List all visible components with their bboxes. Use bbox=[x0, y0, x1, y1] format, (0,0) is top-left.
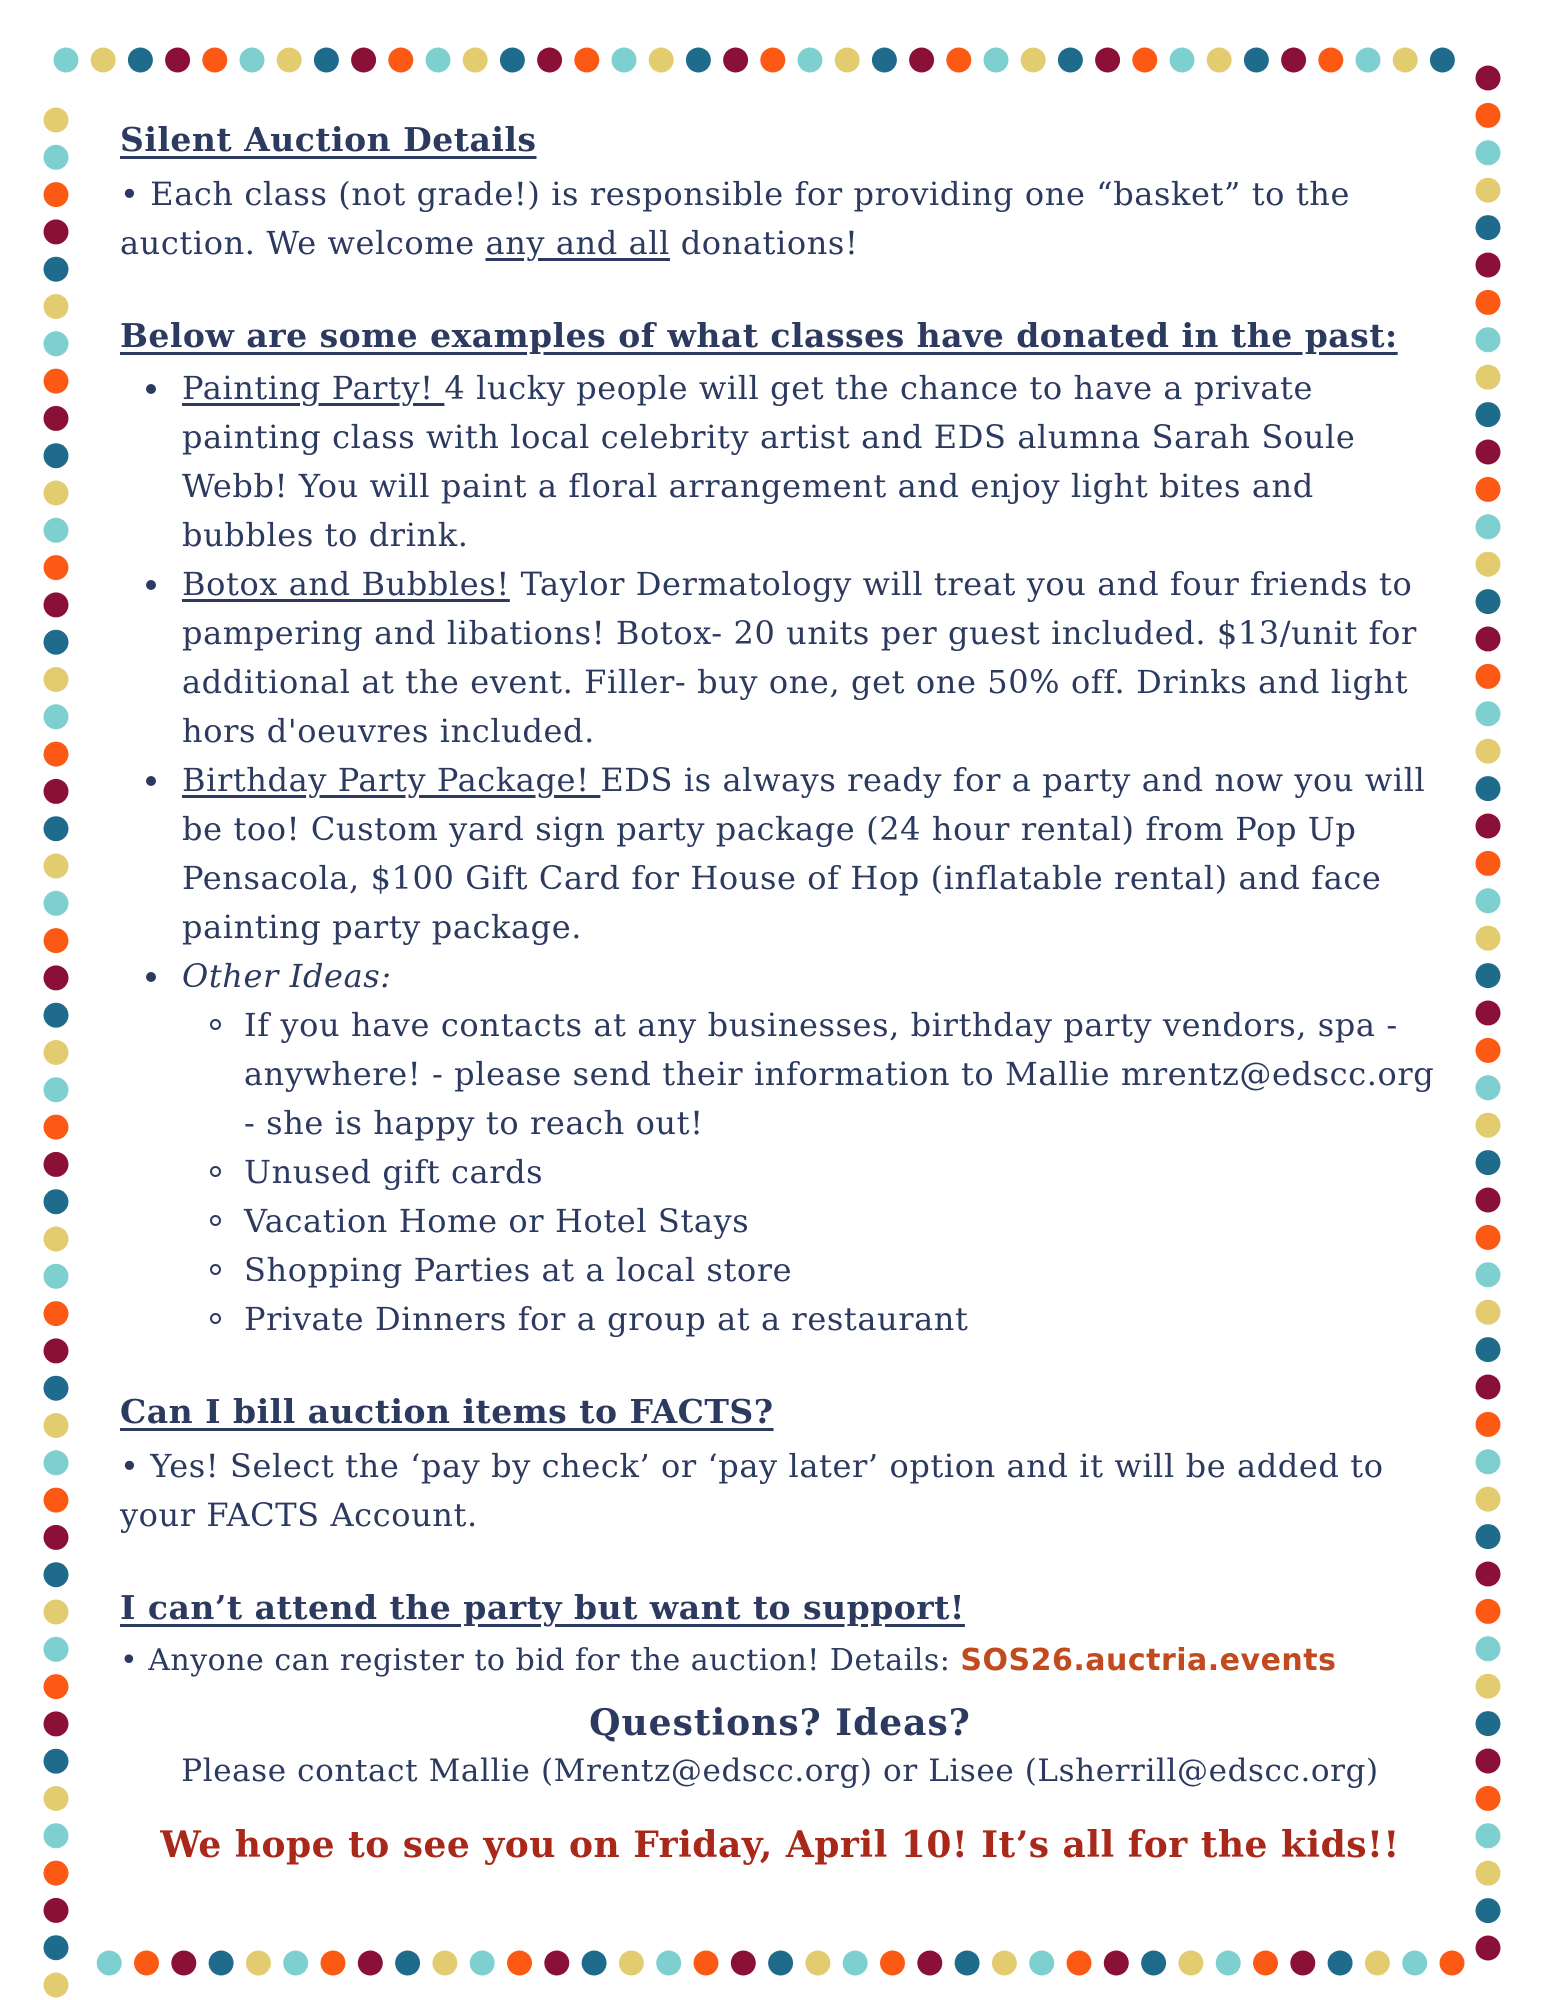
support-body-text: • Anyone can register to bid for the auction! Details: bbox=[120, 1643, 961, 1678]
border-dot bbox=[1476, 1337, 1501, 1362]
facts-body: • Yes! Select the ‘pay by check’ or ‘pay later’ option and it will be added to your FACTS Account. bbox=[120, 1447, 1384, 1534]
border-dot bbox=[909, 48, 934, 73]
other-ideas-label: Other Ideas: bbox=[182, 957, 392, 995]
border-dot bbox=[1021, 48, 1046, 73]
questions-heading: Questions? Ideas? bbox=[589, 1702, 971, 1744]
border-dot bbox=[44, 816, 69, 841]
border-dot bbox=[582, 1951, 607, 1976]
border-dot bbox=[432, 1951, 457, 1976]
border-dot bbox=[44, 1600, 69, 1625]
border-dot bbox=[321, 1951, 346, 1976]
silent-auction-body-prefix: • Each class (not grade!) is responsible for providing one “basket” to the auction. We welcome bbox=[120, 175, 1351, 262]
border-dot bbox=[44, 1786, 69, 1811]
border-dot bbox=[1476, 514, 1501, 539]
border-dot bbox=[946, 48, 971, 73]
border-dot bbox=[44, 257, 69, 282]
border-dot bbox=[1476, 253, 1501, 278]
list-item bbox=[120, 560, 1440, 756]
border-dot bbox=[44, 1338, 69, 1363]
border-dot bbox=[202, 48, 227, 73]
item-text: EDS is always ready for a party and now you will be too! Custom yard sign party package (24 hour rental) from Pop Up Pensacola, $100 Gift Card for House of Hop (inflatable rental) and face painting party package. bbox=[182, 761, 1426, 946]
border-dot bbox=[44, 891, 69, 916]
border-dot bbox=[44, 518, 69, 543]
border-dot bbox=[44, 667, 69, 692]
border-dot bbox=[1476, 1936, 1501, 1961]
border-dot bbox=[768, 1951, 793, 1976]
border-dot bbox=[44, 928, 69, 953]
border-dot bbox=[44, 1935, 69, 1960]
border-dot bbox=[165, 48, 190, 73]
border-dot bbox=[1476, 888, 1501, 913]
flyer-content bbox=[120, 118, 1440, 1870]
border-dot bbox=[358, 1951, 383, 1976]
examples-list bbox=[120, 364, 1440, 1344]
border-dot bbox=[44, 1115, 69, 1140]
border-dot bbox=[1476, 1562, 1501, 1587]
border-dot bbox=[395, 1951, 420, 1976]
border-dot bbox=[686, 48, 711, 73]
border-dot bbox=[544, 1951, 569, 1976]
border-dot bbox=[984, 48, 1009, 73]
border-dot bbox=[1067, 1951, 1092, 1976]
border-dot bbox=[44, 481, 69, 506]
border-dot bbox=[1476, 178, 1501, 203]
list-item bbox=[120, 756, 1440, 952]
border-dot bbox=[91, 48, 116, 73]
border-dot bbox=[649, 48, 674, 73]
border-dot bbox=[872, 48, 897, 73]
border-dot bbox=[1476, 1449, 1501, 1474]
list-item bbox=[120, 952, 1440, 1344]
auction-link[interactable]: SOS26.auctria.events bbox=[960, 1643, 1337, 1678]
border-dot bbox=[1476, 739, 1501, 764]
border-dot bbox=[463, 48, 488, 73]
silent-auction-body bbox=[120, 170, 1440, 268]
border-dot bbox=[44, 1973, 69, 1998]
support-heading: I can’t attend the party but want to support! bbox=[120, 1588, 965, 1627]
border-dot bbox=[1476, 1636, 1501, 1661]
border-dot bbox=[1476, 1225, 1501, 1250]
border-dot bbox=[1216, 1951, 1241, 1976]
sub-list-item: Vacation Home or Hotel Stays bbox=[244, 1197, 1440, 1246]
border-dot bbox=[1476, 627, 1501, 652]
border-dot bbox=[1476, 1749, 1501, 1774]
border-dot bbox=[1476, 589, 1501, 614]
border-dot bbox=[500, 48, 525, 73]
silent-auction-body-suffix: donations! bbox=[669, 224, 859, 262]
border-dot bbox=[1476, 851, 1501, 876]
border-dot bbox=[1141, 1951, 1166, 1976]
border-dot bbox=[44, 779, 69, 804]
border-dot bbox=[44, 1264, 69, 1289]
border-dot bbox=[1476, 1262, 1501, 1287]
border-dot bbox=[1281, 48, 1306, 73]
border-dot bbox=[1476, 1786, 1501, 1811]
border-dot bbox=[44, 1227, 69, 1252]
border-dot bbox=[44, 108, 69, 133]
border-dot bbox=[470, 1951, 495, 1976]
border-dot bbox=[1476, 440, 1501, 465]
border-dot bbox=[1476, 365, 1501, 390]
border-dot bbox=[1476, 552, 1501, 577]
border-dot bbox=[171, 1951, 196, 1976]
border-dot bbox=[1476, 814, 1501, 839]
border-dot bbox=[1476, 477, 1501, 502]
sub-list-item: Unused gift cards bbox=[244, 1148, 1440, 1197]
border-dot bbox=[44, 1301, 69, 1326]
border-dot bbox=[426, 48, 451, 73]
border-dot bbox=[44, 1376, 69, 1401]
border-dot bbox=[97, 1951, 122, 1976]
support-body bbox=[120, 1638, 1440, 1684]
silent-auction-heading: Silent Auction Details bbox=[120, 120, 537, 159]
border-dot bbox=[805, 1951, 830, 1976]
border-dot bbox=[798, 48, 823, 73]
border-dot bbox=[574, 48, 599, 73]
border-dot bbox=[1476, 290, 1501, 315]
border-dot bbox=[1476, 215, 1501, 240]
border-dot bbox=[44, 406, 69, 431]
border-dot bbox=[1476, 1412, 1501, 1437]
border-dot bbox=[612, 48, 637, 73]
border-dot bbox=[44, 1898, 69, 1923]
other-ideas-list bbox=[182, 1001, 1440, 1344]
border-dot bbox=[1476, 66, 1501, 91]
border-dot bbox=[1476, 140, 1501, 165]
sub-list-item: Shopping Parties at a local store bbox=[244, 1246, 1440, 1295]
closing-message: We hope to see you on Friday, April 10! It’s all for the kids!! bbox=[160, 1824, 1400, 1866]
border-dot bbox=[843, 1951, 868, 1976]
any-and-all-text: any and all bbox=[485, 224, 670, 262]
border-dot bbox=[1476, 776, 1501, 801]
border-dot bbox=[240, 48, 265, 73]
border-dot bbox=[1402, 1951, 1427, 1976]
item-title: Birthday Party Package! bbox=[182, 761, 601, 799]
border-dot bbox=[44, 369, 69, 394]
border-dot bbox=[723, 48, 748, 73]
border-dot bbox=[44, 742, 69, 767]
border-dot bbox=[760, 48, 785, 73]
border-dot bbox=[1104, 1951, 1129, 1976]
border-dot bbox=[44, 854, 69, 879]
border-dot bbox=[1476, 327, 1501, 352]
facts-heading: Can I bill auction items to FACTS? bbox=[120, 1392, 774, 1431]
border-dot bbox=[537, 48, 562, 73]
border-dot bbox=[1253, 1951, 1278, 1976]
border-dot bbox=[54, 48, 79, 73]
border-dot bbox=[44, 1562, 69, 1587]
border-dot bbox=[1440, 1951, 1465, 1976]
border-dot bbox=[44, 145, 69, 170]
border-dot bbox=[1476, 1898, 1501, 1923]
border-dot bbox=[44, 965, 69, 990]
item-title: Botox and Bubbles! bbox=[182, 565, 510, 603]
border-dot bbox=[44, 1749, 69, 1774]
border-dot bbox=[1476, 1375, 1501, 1400]
border-dot bbox=[44, 443, 69, 468]
border-dot bbox=[1476, 1823, 1501, 1848]
border-dot bbox=[1476, 701, 1501, 726]
border-dot bbox=[44, 630, 69, 655]
border-dot bbox=[44, 1711, 69, 1736]
border-dot bbox=[1476, 1861, 1501, 1886]
border-dot bbox=[1476, 402, 1501, 427]
border-dot bbox=[1476, 664, 1501, 689]
border-dot bbox=[44, 1525, 69, 1550]
border-dot bbox=[44, 182, 69, 207]
border-dot bbox=[44, 1189, 69, 1214]
border-dot bbox=[619, 1951, 644, 1976]
border-dot bbox=[44, 1413, 69, 1438]
border-dot bbox=[44, 1674, 69, 1699]
border-dot bbox=[1290, 1951, 1315, 1976]
border-dot bbox=[44, 219, 69, 244]
border-dot bbox=[656, 1951, 681, 1976]
border-dot bbox=[1393, 48, 1418, 73]
border-dot bbox=[1170, 48, 1195, 73]
border-dot bbox=[44, 1077, 69, 1102]
border-dot bbox=[246, 1951, 271, 1976]
border-dot bbox=[44, 331, 69, 356]
border-dot bbox=[44, 1450, 69, 1475]
border-dot bbox=[44, 1488, 69, 1513]
border-dot bbox=[44, 1637, 69, 1662]
border-dot bbox=[835, 48, 860, 73]
border-dot bbox=[44, 1152, 69, 1177]
border-dot bbox=[1356, 48, 1381, 73]
border-dot bbox=[283, 1951, 308, 1976]
border-dot bbox=[351, 48, 376, 73]
border-dot bbox=[1178, 1951, 1203, 1976]
border-dot bbox=[1476, 963, 1501, 988]
border-dot bbox=[1318, 48, 1343, 73]
border-dot bbox=[44, 704, 69, 729]
item-text: Taylor Dermatology will treat you and four friends to pampering and libations! Botox- 20 units per guest included. $13/unit for additional at the event. Filler- buy one, get one 50% off. Drinks and light hors d'oeuvres included. bbox=[182, 565, 1417, 750]
border-dot bbox=[1476, 1150, 1501, 1175]
border-dot bbox=[44, 592, 69, 617]
border-dot bbox=[44, 1003, 69, 1028]
examples-heading: Below are some examples of what classes have donated in the past: bbox=[120, 316, 1398, 355]
border-dot bbox=[277, 48, 302, 73]
border-dot bbox=[44, 555, 69, 580]
border-dot bbox=[128, 48, 153, 73]
border-dot bbox=[1476, 1599, 1501, 1624]
border-dot bbox=[44, 1861, 69, 1886]
border-dot bbox=[507, 1951, 532, 1976]
border-dot bbox=[1365, 1951, 1390, 1976]
sub-list-item: Private Dinners for a group at a restaurant bbox=[244, 1295, 1440, 1344]
border-dot bbox=[1430, 48, 1455, 73]
border-dot bbox=[694, 1951, 719, 1976]
border-dot bbox=[44, 294, 69, 319]
border-dot bbox=[1476, 1075, 1501, 1100]
border-dot bbox=[1476, 1711, 1501, 1736]
border-dot bbox=[1476, 1524, 1501, 1549]
border-dot bbox=[1476, 1038, 1501, 1063]
border-dot bbox=[314, 48, 339, 73]
item-text: 4 lucky people will get the chance to have a private painting class with local celebrity artist and EDS alumna Sarah Soule Webb! You will paint a floral arrangement and enjoy light bites and bubbles to drink. bbox=[182, 369, 1356, 554]
border-dot bbox=[1207, 48, 1232, 73]
border-dot bbox=[992, 1951, 1017, 1976]
border-dot bbox=[1095, 48, 1120, 73]
border-dot bbox=[1132, 48, 1157, 73]
border-dot bbox=[134, 1951, 159, 1976]
border-dot bbox=[1476, 1674, 1501, 1699]
border-dot bbox=[917, 1951, 942, 1976]
border-dot bbox=[388, 48, 413, 73]
border-dot bbox=[1476, 1113, 1501, 1138]
border-dot bbox=[1476, 1188, 1501, 1213]
border-dot bbox=[1476, 1001, 1501, 1026]
border-dot bbox=[1476, 103, 1501, 128]
border-dot bbox=[1476, 926, 1501, 951]
border-dot bbox=[955, 1951, 980, 1976]
border-dot bbox=[880, 1951, 905, 1976]
sub-list-item: If you have contacts at any businesses, birthday party vendors, spa - anywhere! - please send their information to Mallie mrentz@edscc.org - she is happy to reach out! bbox=[244, 1001, 1440, 1148]
border-dot bbox=[1029, 1951, 1054, 1976]
border-dot bbox=[209, 1951, 234, 1976]
border-dot bbox=[1328, 1951, 1353, 1976]
border-dot bbox=[1476, 1300, 1501, 1325]
border-dot bbox=[1244, 48, 1269, 73]
border-dot bbox=[44, 1040, 69, 1065]
contact-text: Please contact Mallie (Mrentz@edscc.org) or Lisee (Lsherrill@edscc.org) bbox=[181, 1753, 1379, 1789]
border-dot bbox=[44, 1823, 69, 1848]
list-item bbox=[120, 364, 1440, 560]
item-title: Painting Party! bbox=[182, 369, 445, 407]
border-dot bbox=[1058, 48, 1083, 73]
border-dot bbox=[731, 1951, 756, 1976]
border-dot bbox=[1476, 1487, 1501, 1512]
